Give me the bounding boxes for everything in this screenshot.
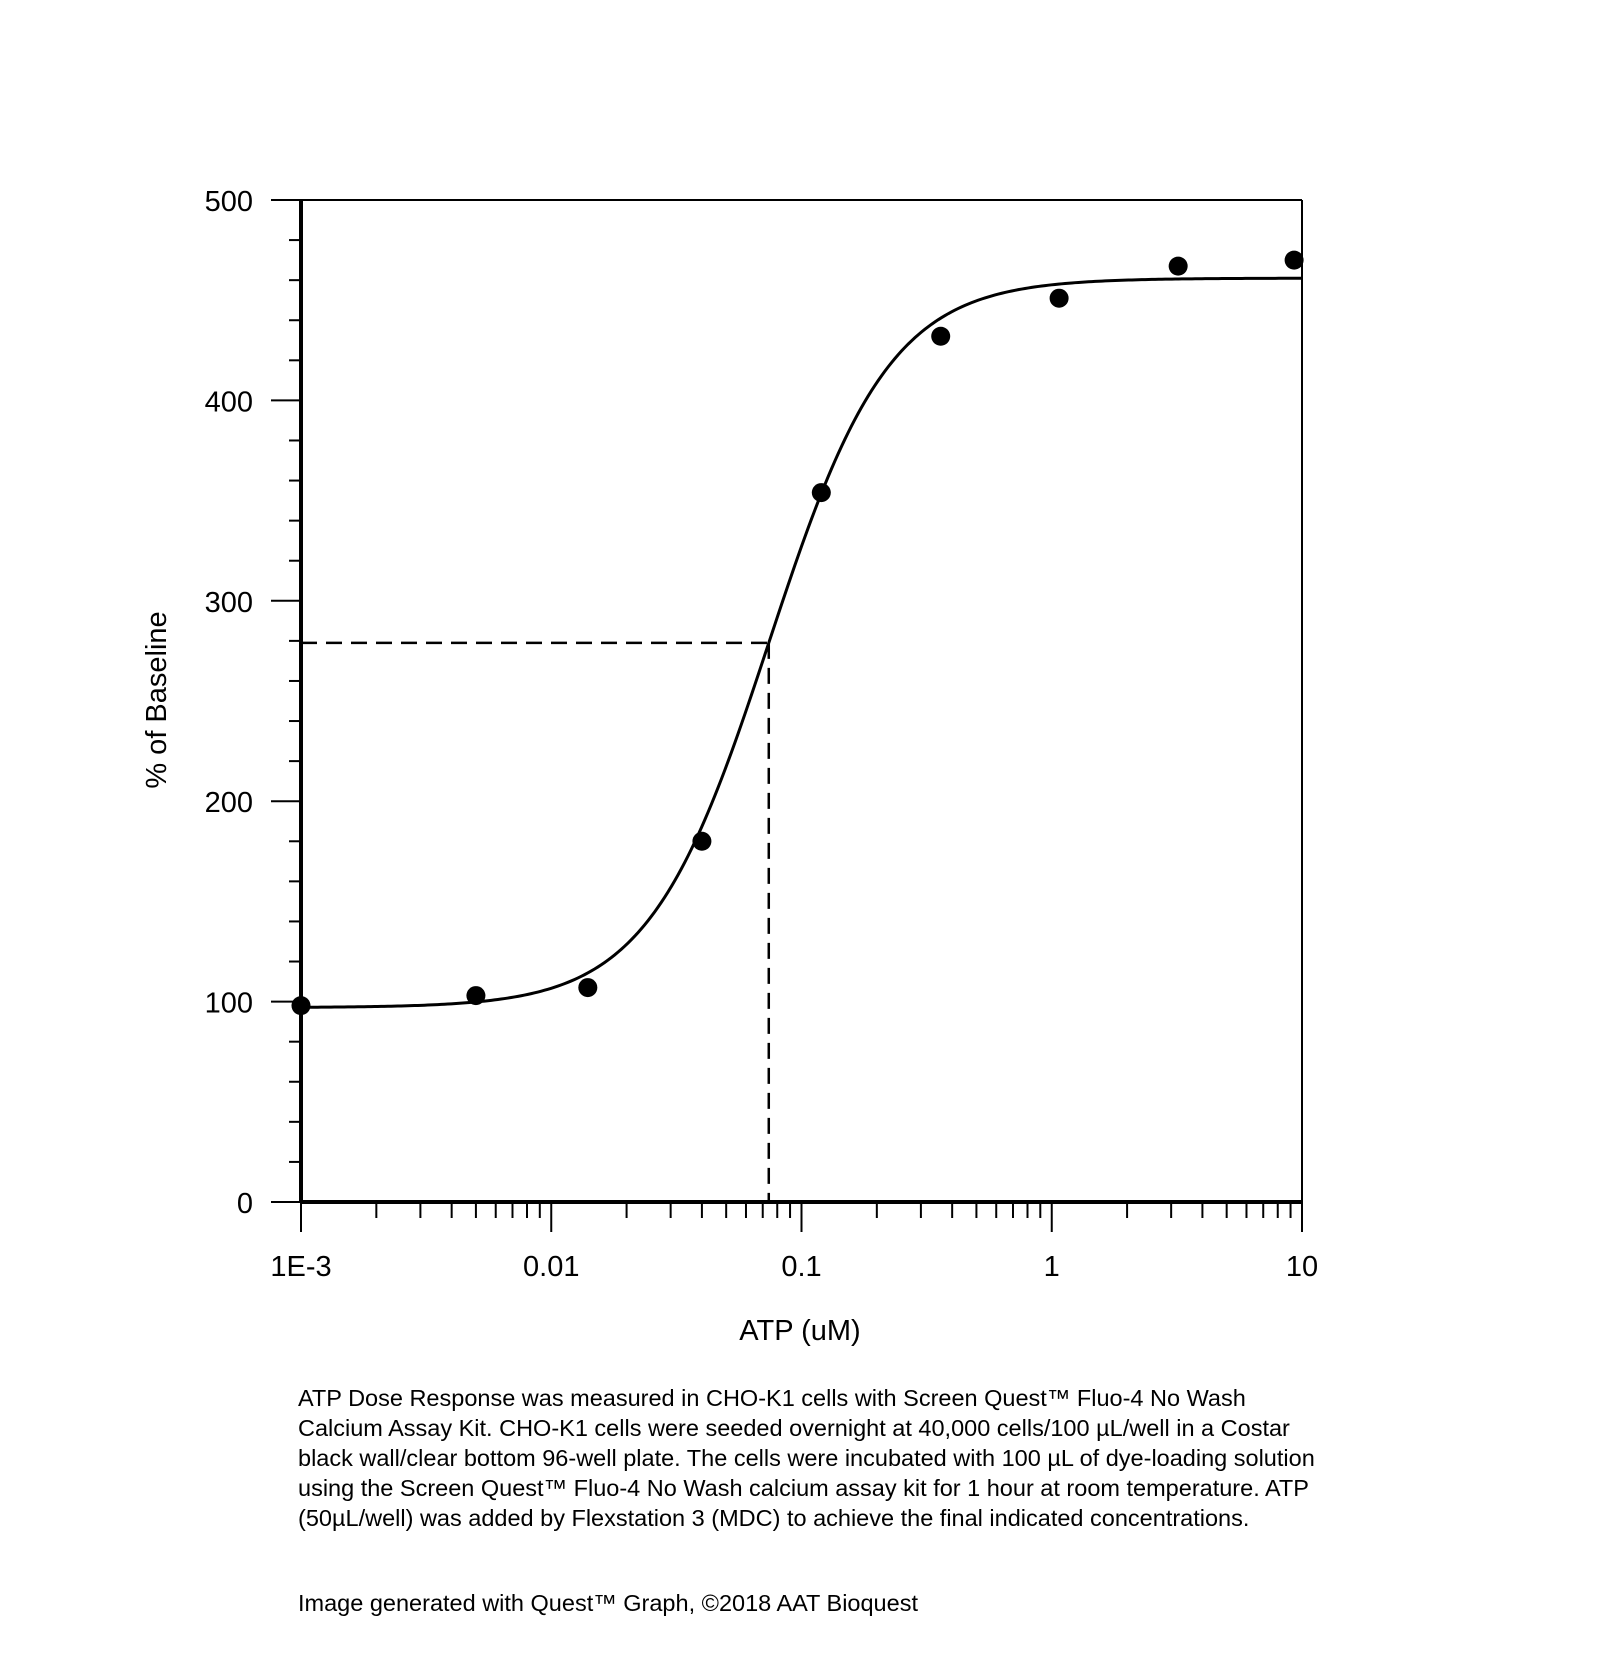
figure-caption: ATP Dose Response was measured in CHO-K1 cells with Screen Quest™ Fluo-4 No Wash Calcium Assay Kit. CHO-K1 cells were seeded overnight at 40,000 cells/100 µL/well in a Costar black wall/clear bottom 96-well plate. The cells were incubated with 100 µL of dye-loading solution using the Screen Quest™ Fluo-4 No Wash calcium assay kit for 1 hour at room temperature. ATP (50µL/well) was added by Flexstation 3 (MDC) to achieve the final indicated concentrations. [298,1385,1315,1531]
data-point [931,327,950,346]
data-point [1169,257,1188,276]
y-tick-label: 0 [236,1188,253,1220]
data-point [692,832,711,851]
y-tick-label: 300 [204,586,253,619]
figure-credit: Image generated with Quest™ Graph, ©2018 AAT Bioquest [298,1590,918,1616]
ec50-guide-lines [301,643,769,1202]
x-tick-label: 0.1 [781,1251,822,1283]
y-tick-label: 200 [204,787,253,820]
data-point [812,483,831,502]
data-point [1285,251,1304,270]
data-point [466,986,485,1005]
x-tick-label: 10 [1285,1251,1319,1283]
y-tick-label: 100 [204,987,253,1020]
plot-frame [301,200,1302,1202]
x-axis [270,1202,1318,1283]
data-point [292,996,311,1015]
data-points [292,251,1304,1015]
y-axis-label: % of Baseline [141,611,173,789]
y-axis [205,186,301,1220]
data-point [1050,289,1069,308]
y-tick-label: 500 [204,186,253,218]
x-tick-label: 1E-3 [270,1251,332,1283]
data-point [578,978,597,997]
y-tick-label: 400 [204,386,253,419]
x-tick-label: 0.01 [523,1251,580,1283]
x-tick-label: 1 [1043,1251,1060,1283]
x-axis-label: ATP (uM) [739,1315,861,1347]
